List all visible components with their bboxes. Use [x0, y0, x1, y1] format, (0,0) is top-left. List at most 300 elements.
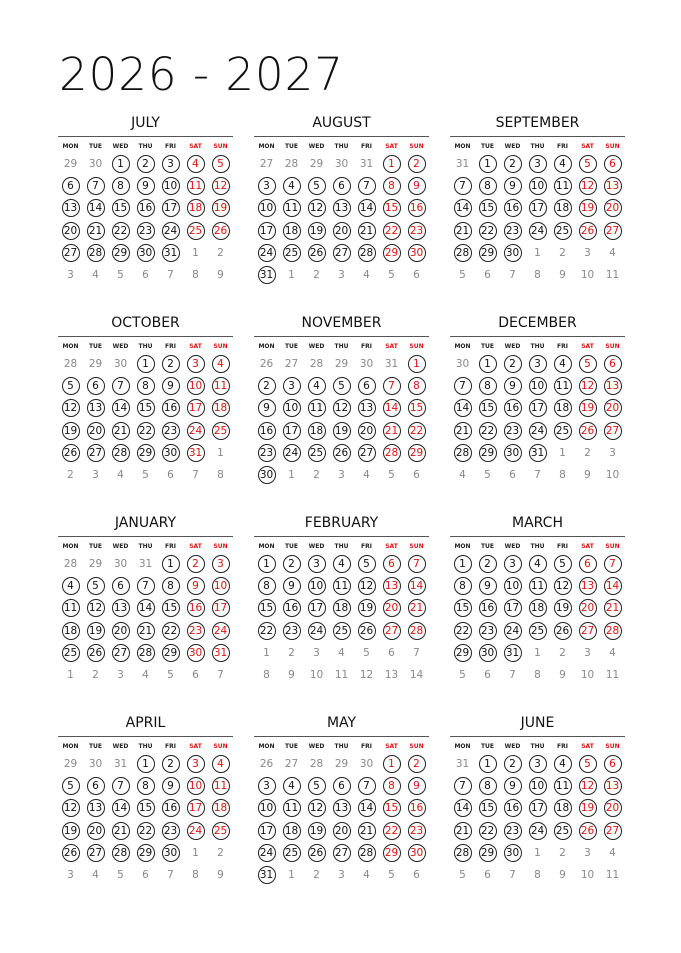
day-cell: [208, 242, 233, 264]
day-cell: [279, 820, 304, 842]
day-number: 12: [333, 399, 351, 417]
day-number: 17: [504, 599, 522, 617]
day-cell: [108, 664, 133, 686]
day-cell: [404, 842, 429, 864]
day-cell: [183, 864, 208, 886]
day-number: 1: [258, 555, 276, 573]
adjacent-day-number: 3: [92, 469, 99, 482]
day-number: 16: [408, 799, 426, 817]
day-cell: [379, 375, 404, 397]
adjacent-day-number: 29: [88, 558, 103, 571]
day-number: 24: [187, 822, 205, 840]
day-cell: [133, 153, 158, 175]
adjacent-day-number: 12: [359, 669, 374, 682]
adjacent-day-number: 2: [584, 446, 591, 459]
day-number: 18: [554, 399, 572, 417]
day-cell: [254, 797, 279, 819]
day-number: 2: [162, 355, 180, 373]
day-cell: [475, 775, 500, 797]
day-cell: [83, 597, 108, 619]
day-number: 12: [554, 577, 572, 595]
day-number: 27: [358, 444, 376, 462]
day-cell: [329, 375, 354, 397]
day-number: 28: [112, 444, 130, 462]
day-cell: [525, 397, 550, 419]
day-number: 13: [358, 399, 376, 417]
day-cell: [329, 464, 354, 486]
day-cell: [404, 797, 429, 819]
day-cell: [83, 864, 108, 886]
adjacent-day-number: 2: [559, 846, 566, 859]
adjacent-day-number: 7: [534, 469, 541, 482]
month-september: [450, 114, 625, 286]
day-number: 29: [479, 244, 497, 262]
day-number: 13: [383, 577, 401, 595]
day-cell: [83, 220, 108, 242]
adjacent-day-number: 13: [384, 669, 399, 682]
day-cell: [133, 353, 158, 375]
day-cell: [108, 242, 133, 264]
day-cell: [354, 864, 379, 886]
day-number: 12: [87, 599, 105, 617]
day-number: 16: [187, 599, 205, 617]
day-cell: [83, 753, 108, 775]
weekday-header: TUE: [480, 143, 495, 150]
day-number: 13: [333, 799, 351, 817]
adjacent-day-number: 4: [92, 869, 99, 882]
adjacent-day-number: 4: [338, 646, 345, 659]
day-cell: [450, 175, 475, 197]
month-grid: [254, 137, 429, 286]
day-cell: [500, 753, 525, 775]
day-cell: [525, 664, 550, 686]
day-number: 24: [308, 622, 326, 640]
day-number: 19: [554, 599, 572, 617]
day-number: 13: [604, 177, 622, 195]
day-cell: [58, 397, 83, 419]
day-cell: [208, 753, 233, 775]
day-cell: [279, 842, 304, 864]
day-cell: [304, 464, 329, 486]
day-cell: [329, 220, 354, 242]
day-cell: [450, 553, 475, 575]
adjacent-day-number: 6: [509, 469, 516, 482]
day-cell: [304, 820, 329, 842]
day-number: 23: [258, 444, 276, 462]
day-cell: [183, 597, 208, 619]
day-cell: [500, 820, 525, 842]
day-cell: [304, 264, 329, 286]
day-number: 16: [504, 799, 522, 817]
adjacent-day-number: 29: [63, 158, 78, 171]
day-number: 17: [258, 822, 276, 840]
day-number: 20: [579, 599, 597, 617]
day-cell: [254, 775, 279, 797]
day-cell: [108, 153, 133, 175]
adjacent-day-number: 10: [580, 269, 595, 282]
weekday-header: FRI: [361, 343, 372, 350]
day-cell: [450, 620, 475, 642]
day-number: 28: [454, 244, 472, 262]
day-number: 29: [479, 444, 497, 462]
day-cell: [379, 153, 404, 175]
adjacent-day-number: 4: [609, 846, 616, 859]
month-may: [254, 714, 429, 886]
day-number: 8: [479, 177, 497, 195]
day-number: 19: [333, 422, 351, 440]
adjacent-day-number: 7: [509, 869, 516, 882]
day-number: 28: [358, 244, 376, 262]
adjacent-day-number: 30: [455, 358, 470, 371]
day-number: 14: [87, 199, 105, 217]
day-number: 22: [137, 822, 155, 840]
day-number: 23: [162, 422, 180, 440]
day-number: 30: [162, 844, 180, 862]
weekday-header: FRI: [361, 143, 372, 150]
adjacent-day-number: 6: [413, 269, 420, 282]
adjacent-day-number: 6: [413, 469, 420, 482]
day-cell: [279, 753, 304, 775]
month-name: JANUARY: [114, 515, 177, 531]
month-name: APRIL: [125, 715, 166, 731]
day-cell: [404, 620, 429, 642]
day-cell: [600, 575, 625, 597]
day-number: 23: [137, 222, 155, 240]
day-number: 1: [137, 355, 155, 373]
day-cell: [525, 575, 550, 597]
adjacent-day-number: 9: [217, 869, 224, 882]
day-cell: [525, 197, 550, 219]
day-cell: [600, 820, 625, 842]
day-cell: [354, 420, 379, 442]
day-cell: [354, 175, 379, 197]
day-cell: [550, 753, 575, 775]
day-number: 8: [137, 777, 155, 795]
weekday-header: WED: [504, 543, 521, 550]
month-october: [58, 314, 233, 486]
adjacent-day-number: 6: [192, 669, 199, 682]
day-number: 19: [212, 199, 230, 217]
adjacent-day-number: 11: [605, 869, 620, 882]
day-cell: [58, 620, 83, 642]
day-cell: [279, 553, 304, 575]
day-cell: [450, 153, 475, 175]
weekday-header: WED: [504, 343, 521, 350]
day-cell: [404, 775, 429, 797]
day-cell: [58, 642, 83, 664]
day-cell: [58, 864, 83, 886]
day-number: 26: [579, 422, 597, 440]
day-cell: [158, 753, 183, 775]
day-cell: [379, 175, 404, 197]
day-number: 1: [383, 755, 401, 773]
day-cell: [379, 620, 404, 642]
day-cell: [500, 842, 525, 864]
day-number: 10: [529, 777, 547, 795]
day-cell: [208, 464, 233, 486]
day-cell: [404, 197, 429, 219]
day-cell: [550, 264, 575, 286]
adjacent-day-number: 11: [334, 669, 349, 682]
day-number: 30: [258, 466, 276, 484]
day-number: 9: [479, 577, 497, 595]
adjacent-day-number: 3: [338, 869, 345, 882]
day-cell: [58, 175, 83, 197]
day-number: 21: [112, 822, 130, 840]
day-number: 23: [187, 622, 205, 640]
day-cell: [575, 620, 600, 642]
day-cell: [525, 553, 550, 575]
day-number: 18: [187, 199, 205, 217]
day-number: 27: [579, 622, 597, 640]
day-number: 2: [408, 755, 426, 773]
day-number: 25: [283, 844, 301, 862]
adjacent-day-number: 1: [288, 469, 295, 482]
day-cell: [254, 220, 279, 242]
day-cell: [158, 864, 183, 886]
day-cell: [183, 153, 208, 175]
day-number: 9: [408, 177, 426, 195]
day-number: 13: [62, 199, 80, 217]
day-number: 3: [283, 377, 301, 395]
day-cell: [525, 220, 550, 242]
day-cell: [354, 197, 379, 219]
day-cell: [475, 264, 500, 286]
day-number: 10: [529, 377, 547, 395]
day-number: 17: [258, 222, 276, 240]
day-cell: [133, 397, 158, 419]
adjacent-day-number: 2: [288, 646, 295, 659]
day-cell: [475, 197, 500, 219]
day-number: 14: [358, 199, 376, 217]
day-cell: [550, 353, 575, 375]
day-cell: [133, 442, 158, 464]
day-number: 23: [504, 222, 522, 240]
adjacent-day-number: 4: [92, 269, 99, 282]
day-number: 18: [308, 422, 326, 440]
day-cell: [58, 375, 83, 397]
adjacent-day-number: 5: [459, 669, 466, 682]
adjacent-day-number: 1: [263, 646, 270, 659]
day-number: 6: [87, 777, 105, 795]
day-cell: [354, 242, 379, 264]
day-cell: [575, 597, 600, 619]
day-cell: [254, 753, 279, 775]
day-cell: [379, 753, 404, 775]
day-cell: [550, 442, 575, 464]
day-cell: [550, 864, 575, 886]
weekday-header: SAT: [581, 343, 594, 350]
day-cell: [83, 153, 108, 175]
day-cell: [600, 664, 625, 686]
day-cell: [58, 353, 83, 375]
weekday-header: WED: [308, 343, 325, 350]
day-number: 11: [283, 199, 301, 217]
adjacent-day-number: 10: [309, 669, 324, 682]
day-cell: [354, 797, 379, 819]
day-number: 28: [408, 622, 426, 640]
day-cell: [279, 153, 304, 175]
day-cell: [83, 620, 108, 642]
day-number: 12: [62, 399, 80, 417]
day-cell: [525, 642, 550, 664]
day-number: 26: [579, 222, 597, 240]
day-cell: [500, 553, 525, 575]
day-cell: [158, 353, 183, 375]
adjacent-day-number: 30: [88, 158, 103, 171]
day-cell: [525, 864, 550, 886]
day-cell: [58, 242, 83, 264]
day-cell: [575, 464, 600, 486]
day-cell: [83, 197, 108, 219]
day-cell: [404, 664, 429, 686]
day-cell: [279, 175, 304, 197]
day-cell: [254, 464, 279, 486]
day-cell: [279, 664, 304, 686]
day-number: 20: [112, 622, 130, 640]
day-cell: [108, 842, 133, 864]
day-cell: [58, 775, 83, 797]
day-cell: [600, 264, 625, 286]
day-cell: [550, 242, 575, 264]
day-cell: [354, 442, 379, 464]
day-number: 24: [258, 244, 276, 262]
adjacent-day-number: 28: [309, 758, 324, 771]
day-cell: [404, 153, 429, 175]
day-number: 21: [383, 422, 401, 440]
day-cell: [108, 375, 133, 397]
day-number: 6: [333, 777, 351, 795]
day-number: 21: [454, 822, 472, 840]
adjacent-day-number: 5: [363, 646, 370, 659]
weekday-header: TUE: [480, 543, 495, 550]
weekday-header: FRI: [361, 543, 372, 550]
day-cell: [379, 820, 404, 842]
day-cell: [354, 642, 379, 664]
day-cell: [550, 775, 575, 797]
day-cell: [575, 153, 600, 175]
day-number: 15: [454, 599, 472, 617]
day-cell: [183, 642, 208, 664]
day-cell: [108, 464, 133, 486]
day-number: 27: [333, 244, 351, 262]
weekday-header: SAT: [189, 143, 202, 150]
day-cell: [550, 397, 575, 419]
adjacent-day-number: 10: [605, 469, 620, 482]
adjacent-day-number: 7: [167, 869, 174, 882]
month-grid: [254, 737, 429, 886]
day-number: 16: [162, 399, 180, 417]
day-number: 25: [529, 622, 547, 640]
day-number: 23: [283, 622, 301, 640]
day-cell: [475, 353, 500, 375]
day-number: 20: [62, 222, 80, 240]
weekday-header: THU: [530, 543, 545, 550]
day-number: 12: [308, 799, 326, 817]
adjacent-day-number: 3: [338, 469, 345, 482]
day-number: 15: [479, 799, 497, 817]
day-cell: [208, 220, 233, 242]
weekday-header: THU: [334, 343, 349, 350]
day-cell: [183, 397, 208, 419]
day-cell: [329, 753, 354, 775]
day-number: 21: [604, 599, 622, 617]
day-number: 11: [554, 377, 572, 395]
day-cell: [550, 375, 575, 397]
weekday-header: FRI: [557, 743, 568, 750]
weekday-header: TUE: [88, 743, 103, 750]
day-number: 10: [187, 777, 205, 795]
day-cell: [500, 264, 525, 286]
day-number: 14: [112, 799, 130, 817]
weekday-header: SUN: [409, 143, 424, 150]
day-cell: [304, 664, 329, 686]
day-cell: [550, 464, 575, 486]
day-number: 5: [62, 377, 80, 395]
day-cell: [329, 442, 354, 464]
month-name: JUNE: [520, 715, 555, 731]
adjacent-day-number: 11: [605, 669, 620, 682]
day-number: 27: [62, 244, 80, 262]
adjacent-day-number: 29: [309, 158, 324, 171]
adjacent-day-number: 7: [509, 269, 516, 282]
adjacent-day-number: 4: [363, 269, 370, 282]
day-cell: [279, 575, 304, 597]
day-cell: [450, 575, 475, 597]
day-number: 24: [187, 422, 205, 440]
day-number: 9: [162, 377, 180, 395]
day-cell: [404, 553, 429, 575]
day-cell: [404, 175, 429, 197]
day-cell: [379, 397, 404, 419]
adjacent-day-number: 7: [509, 669, 516, 682]
day-number: 21: [358, 222, 376, 240]
day-number: 2: [504, 355, 522, 373]
day-cell: [158, 197, 183, 219]
day-cell: [279, 642, 304, 664]
adjacent-day-number: 2: [92, 669, 99, 682]
day-number: 19: [308, 222, 326, 240]
adjacent-day-number: 2: [217, 246, 224, 259]
weekday-header: TUE: [480, 343, 495, 350]
day-number: 4: [187, 155, 205, 173]
weekday-header: WED: [504, 743, 521, 750]
day-number: 30: [408, 244, 426, 262]
day-number: 10: [212, 577, 230, 595]
day-cell: [208, 397, 233, 419]
day-cell: [304, 175, 329, 197]
day-cell: [600, 620, 625, 642]
day-number: 29: [454, 644, 472, 662]
day-number: 9: [162, 777, 180, 795]
day-cell: [500, 353, 525, 375]
month-grid: [450, 137, 625, 286]
day-number: 12: [579, 377, 597, 395]
weekday-header: MON: [454, 743, 471, 750]
day-cell: [550, 597, 575, 619]
day-number: 3: [529, 355, 547, 373]
day-cell: [550, 175, 575, 197]
day-cell: [379, 664, 404, 686]
day-number: 4: [554, 155, 572, 173]
day-number: 16: [258, 422, 276, 440]
day-cell: [475, 864, 500, 886]
day-cell: [83, 397, 108, 419]
day-cell: [83, 442, 108, 464]
day-cell: [208, 553, 233, 575]
weekday-header: TUE: [284, 343, 299, 350]
day-cell: [379, 353, 404, 375]
